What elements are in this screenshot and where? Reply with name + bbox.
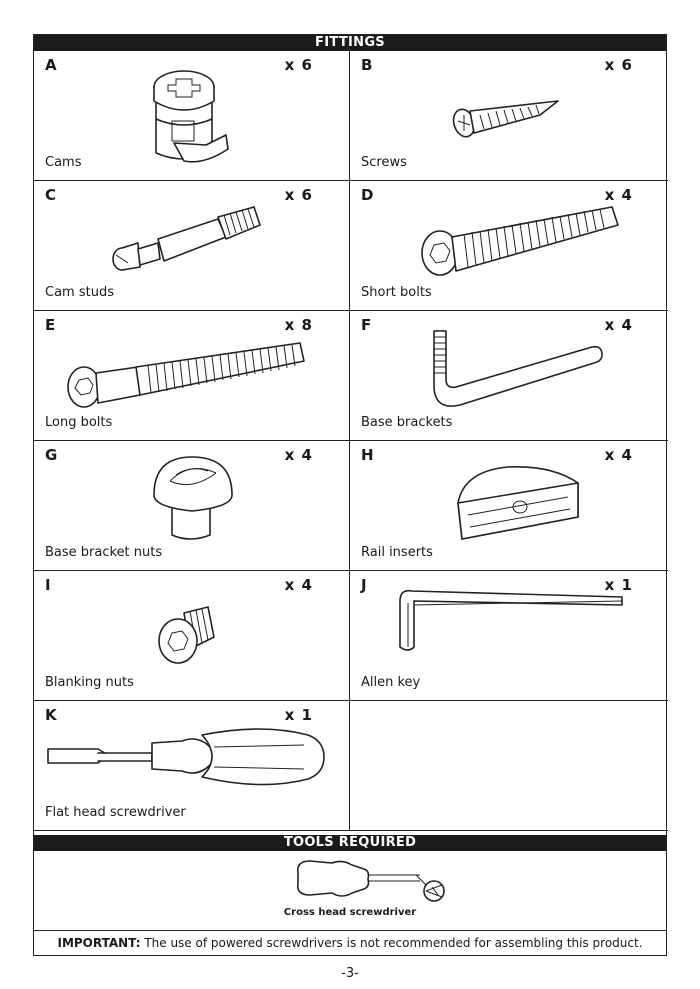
- fitting-letter: J: [361, 576, 367, 594]
- fitting-name: Rail inserts: [361, 545, 433, 560]
- fitting-qty: x 4: [604, 316, 633, 334]
- tools-heading: TOOLS REQUIRED: [34, 835, 666, 851]
- fitting-letter: I: [45, 576, 51, 594]
- bracket-nut-icon: [150, 451, 240, 551]
- fitting-letter: G: [45, 446, 58, 464]
- cam-stud-icon: [108, 203, 268, 283]
- fitting-a: [34, 51, 350, 181]
- fitting-letter: B: [361, 56, 373, 74]
- fitting-d: [350, 181, 668, 311]
- fitting-name: Short bolts: [361, 285, 432, 300]
- fitting-letter: A: [45, 56, 57, 74]
- base-bracket-icon: [426, 325, 606, 415]
- blanking-nut-icon: [154, 601, 224, 671]
- fitting-name: Cam studs: [45, 285, 114, 300]
- cross-screwdriver-icon: [292, 857, 452, 907]
- fitting-name: Long bolts: [45, 415, 113, 430]
- fitting-qty: x 6: [284, 186, 313, 204]
- long-bolt-icon: [58, 333, 308, 413]
- fitting-name: Base bracket nuts: [45, 545, 163, 560]
- fitting-name: Cams: [45, 155, 82, 170]
- fitting-e: [34, 311, 350, 441]
- fitting-qty: x 8: [284, 316, 313, 334]
- rail-insert-icon: [448, 455, 598, 555]
- fitting-letter: C: [45, 186, 57, 204]
- fitting-name: Screws: [361, 155, 407, 170]
- fitting-letter: K: [45, 706, 57, 724]
- tool-caption: Cross head screwdriver: [283, 907, 417, 918]
- allen-key-icon: [378, 581, 628, 661]
- important-text: The use of powered screwdrivers is not recommended for assembling this product.: [140, 936, 643, 950]
- fitting-letter: H: [361, 446, 374, 464]
- fitting-c: [34, 181, 350, 311]
- fittings-heading: FITTINGS: [34, 35, 666, 51]
- fitting-letter: E: [45, 316, 56, 334]
- fitting-name: Base brackets: [361, 415, 453, 430]
- fitting-qty: x 4: [604, 446, 633, 464]
- fitting-g: [34, 441, 350, 571]
- fitting-qty: x 6: [284, 56, 313, 74]
- empty-cell: [350, 701, 668, 831]
- fitting-qty: x 6: [604, 56, 633, 74]
- fitting-letter: F: [361, 316, 372, 334]
- important-label: IMPORTANT:: [57, 936, 141, 950]
- fitting-qty: x 4: [284, 446, 313, 464]
- fitting-k: [34, 701, 350, 831]
- fitting-name: Flat head screwdriver: [45, 805, 186, 820]
- fitting-qty: x 1: [284, 706, 313, 724]
- flat-screwdriver-icon: [42, 725, 342, 795]
- fitting-h: [350, 441, 668, 571]
- fitting-name: Allen key: [361, 675, 421, 690]
- fitting-qty: x 4: [284, 576, 313, 594]
- short-bolt-icon: [412, 201, 622, 281]
- screw-icon: [440, 81, 560, 161]
- cam-icon: [144, 61, 234, 171]
- fitting-f: [350, 311, 668, 441]
- fitting-letter: D: [361, 186, 374, 204]
- fitting-qty: x 4: [604, 186, 633, 204]
- fitting-j: [350, 571, 668, 701]
- page-number: -3-: [341, 966, 359, 981]
- important-notice: [34, 931, 666, 956]
- fitting-name: Blanking nuts: [45, 675, 134, 690]
- tools-section: [34, 851, 666, 931]
- fittings-sheet: [33, 34, 667, 956]
- fitting-i: [34, 571, 350, 701]
- fitting-qty: x 1: [604, 576, 633, 594]
- fitting-b: [350, 51, 668, 181]
